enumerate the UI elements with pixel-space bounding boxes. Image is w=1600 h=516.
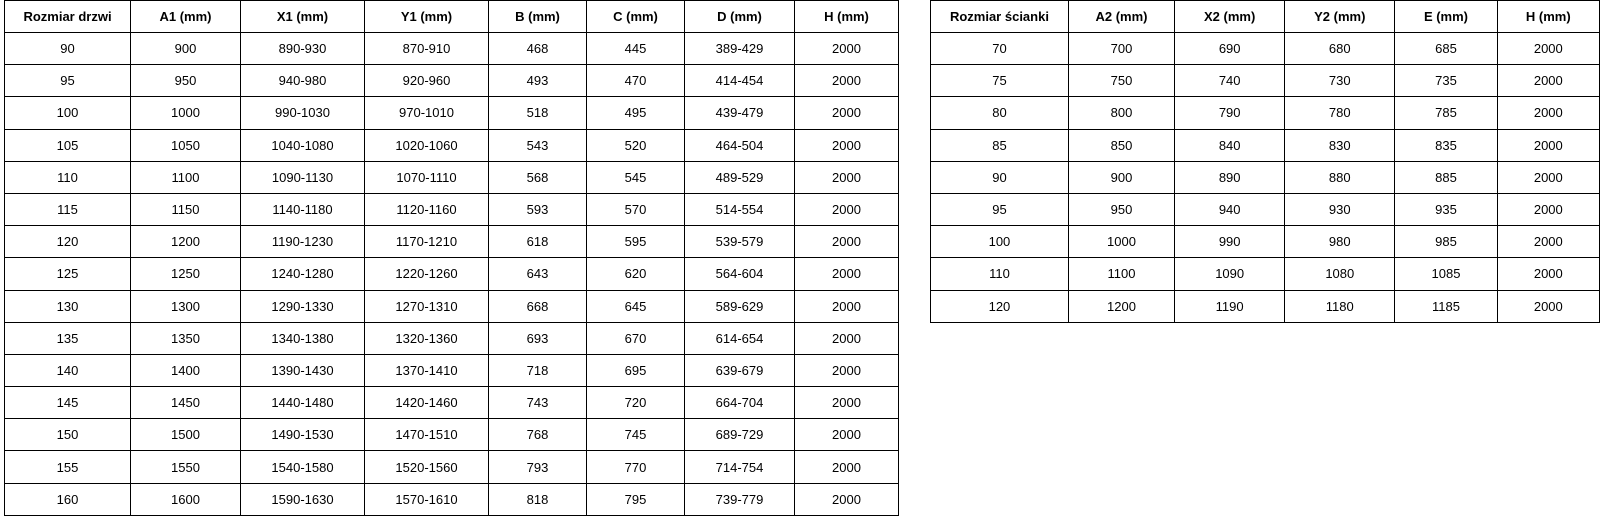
doors-cell: 493 (489, 65, 587, 97)
doors-cell: 1250 (131, 258, 241, 290)
doors-cell: 105 (5, 129, 131, 161)
table-row (5, 161, 899, 193)
doors-cell: 743 (489, 387, 587, 419)
doors-cell: 793 (489, 451, 587, 483)
doors-cell: 2000 (795, 354, 899, 386)
doors-cell: 920-960 (365, 65, 489, 97)
walls-cell: 985 (1395, 226, 1497, 258)
doors-cell: 2000 (795, 451, 899, 483)
doors-cell: 745 (587, 419, 685, 451)
walls-cell: 685 (1395, 33, 1497, 65)
doors-cell: 160 (5, 483, 131, 515)
doors-column-header: Rozmiar drzwi (5, 1, 131, 33)
doors-cell: 2000 (795, 226, 899, 258)
doors-cell: 2000 (795, 161, 899, 193)
table-row (5, 97, 899, 129)
doors-cell: 1020-1060 (365, 129, 489, 161)
doors-cell: 818 (489, 483, 587, 515)
walls-cell: 100 (931, 226, 1069, 258)
doors-cell: 2000 (795, 33, 899, 65)
doors-cell: 414-454 (685, 65, 795, 97)
walls-cell: 1000 (1068, 226, 1174, 258)
doors-cell: 1090-1130 (241, 161, 365, 193)
doors-cell: 514-554 (685, 193, 795, 225)
doors-cell: 539-579 (685, 226, 795, 258)
table-row (5, 387, 899, 419)
walls-cell: 1090 (1175, 258, 1285, 290)
doors-cell: 770 (587, 451, 685, 483)
doors-cell: 1070-1110 (365, 161, 489, 193)
doors-column-header: C (mm) (587, 1, 685, 33)
doors-cell: 2000 (795, 258, 899, 290)
table-row (931, 65, 1600, 97)
walls-cell: 90 (931, 161, 1069, 193)
doors-cell: 643 (489, 258, 587, 290)
doors-cell: 900 (131, 33, 241, 65)
walls-cell: 830 (1285, 129, 1395, 161)
doors-cell: 595 (587, 226, 685, 258)
doors-cell: 1540-1580 (241, 451, 365, 483)
walls-cell: 890 (1175, 161, 1285, 193)
doors-cell: 1000 (131, 97, 241, 129)
doors-cell: 718 (489, 354, 587, 386)
walls-cell: 2000 (1497, 129, 1599, 161)
doors-cell: 1320-1360 (365, 322, 489, 354)
table-row (5, 354, 899, 386)
doors-cell: 570 (587, 193, 685, 225)
doors-table-container (4, 0, 899, 516)
walls-cell: 900 (1068, 161, 1174, 193)
walls-table-body (931, 33, 1600, 323)
walls-column-header: Y2 (mm) (1285, 1, 1395, 33)
doors-cell: 470 (587, 65, 685, 97)
table-row (931, 193, 1600, 225)
table-row (931, 161, 1600, 193)
walls-cell: 1080 (1285, 258, 1395, 290)
doors-cell: 115 (5, 193, 131, 225)
walls-column-header: X2 (mm) (1175, 1, 1285, 33)
walls-cell: 785 (1395, 97, 1497, 129)
doors-cell: 1290-1330 (241, 290, 365, 322)
walls-cell: 2000 (1497, 33, 1599, 65)
doors-cell: 695 (587, 354, 685, 386)
walls-cell: 85 (931, 129, 1069, 161)
doors-cell: 1200 (131, 226, 241, 258)
doors-cell: 518 (489, 97, 587, 129)
walls-cell: 940 (1175, 193, 1285, 225)
doors-cell: 110 (5, 161, 131, 193)
doors-cell: 664-704 (685, 387, 795, 419)
doors-cell: 1520-1560 (365, 451, 489, 483)
doors-table-head (5, 1, 899, 33)
walls-cell: 2000 (1497, 258, 1599, 290)
doors-cell: 768 (489, 419, 587, 451)
walls-cell: 2000 (1497, 161, 1599, 193)
doors-cell: 464-504 (685, 129, 795, 161)
doors-cell: 1450 (131, 387, 241, 419)
doors-column-header: A1 (mm) (131, 1, 241, 33)
doors-column-header: D (mm) (685, 1, 795, 33)
table-row (931, 290, 1600, 322)
walls-cell: 2000 (1497, 97, 1599, 129)
walls-cell: 840 (1175, 129, 1285, 161)
walls-cell: 930 (1285, 193, 1395, 225)
doors-cell: 1140-1180 (241, 193, 365, 225)
walls-cell: 95 (931, 193, 1069, 225)
doors-cell: 100 (5, 97, 131, 129)
walls-cell: 850 (1068, 129, 1174, 161)
walls-cell: 1100 (1068, 258, 1174, 290)
walls-cell: 1200 (1068, 290, 1174, 322)
doors-cell: 545 (587, 161, 685, 193)
table-row (931, 258, 1600, 290)
doors-cell: 970-1010 (365, 97, 489, 129)
doors-cell: 1120-1160 (365, 193, 489, 225)
doors-cell: 714-754 (685, 451, 795, 483)
walls-cell: 120 (931, 290, 1069, 322)
table-row (931, 97, 1600, 129)
walls-table-container (930, 0, 1600, 323)
walls-cell: 1180 (1285, 290, 1395, 322)
walls-cell: 2000 (1497, 226, 1599, 258)
doors-cell: 1570-1610 (365, 483, 489, 515)
doors-cell: 614-654 (685, 322, 795, 354)
table-row (5, 33, 899, 65)
doors-cell: 1040-1080 (241, 129, 365, 161)
doors-cell: 2000 (795, 129, 899, 161)
doors-cell: 1190-1230 (241, 226, 365, 258)
doors-cell: 620 (587, 258, 685, 290)
doors-cell: 120 (5, 226, 131, 258)
walls-cell: 2000 (1497, 193, 1599, 225)
doors-cell: 1390-1430 (241, 354, 365, 386)
doors-cell: 2000 (795, 419, 899, 451)
walls-cell: 835 (1395, 129, 1497, 161)
doors-table-body (5, 33, 899, 516)
doors-cell: 693 (489, 322, 587, 354)
doors-cell: 2000 (795, 193, 899, 225)
doors-cell: 1400 (131, 354, 241, 386)
doors-column-header: Y1 (mm) (365, 1, 489, 33)
doors-cell: 990-1030 (241, 97, 365, 129)
doors-cell: 468 (489, 33, 587, 65)
doors-cell: 1420-1460 (365, 387, 489, 419)
doors-cell: 1170-1210 (365, 226, 489, 258)
doors-cell: 1340-1380 (241, 322, 365, 354)
walls-cell: 680 (1285, 33, 1395, 65)
doors-cell: 2000 (795, 387, 899, 419)
walls-cell: 690 (1175, 33, 1285, 65)
doors-cell: 1490-1530 (241, 419, 365, 451)
table-row (5, 290, 899, 322)
doors-cell: 1350 (131, 322, 241, 354)
walls-column-header: Rozmiar ścianki (931, 1, 1069, 33)
doors-cell: 445 (587, 33, 685, 65)
walls-cell: 2000 (1497, 65, 1599, 97)
doors-cell: 940-980 (241, 65, 365, 97)
table-row (5, 193, 899, 225)
doors-column-header: X1 (mm) (241, 1, 365, 33)
table-row (5, 483, 899, 515)
doors-cell: 1270-1310 (365, 290, 489, 322)
table-row (5, 258, 899, 290)
doors-cell: 135 (5, 322, 131, 354)
doors-cell: 90 (5, 33, 131, 65)
doors-cell: 145 (5, 387, 131, 419)
doors-cell: 645 (587, 290, 685, 322)
walls-cell: 885 (1395, 161, 1497, 193)
walls-dimensions-table (930, 0, 1600, 323)
doors-cell: 2000 (795, 65, 899, 97)
walls-cell: 980 (1285, 226, 1395, 258)
doors-cell: 95 (5, 65, 131, 97)
walls-cell: 2000 (1497, 290, 1599, 322)
doors-cell: 130 (5, 290, 131, 322)
table-row (5, 65, 899, 97)
doors-cell: 489-529 (685, 161, 795, 193)
doors-cell: 795 (587, 483, 685, 515)
walls-cell: 780 (1285, 97, 1395, 129)
doors-cell: 140 (5, 354, 131, 386)
doors-cell: 155 (5, 451, 131, 483)
doors-cell: 2000 (795, 290, 899, 322)
walls-cell: 80 (931, 97, 1069, 129)
walls-cell: 700 (1068, 33, 1174, 65)
walls-column-header: H (mm) (1497, 1, 1599, 33)
doors-cell: 618 (489, 226, 587, 258)
walls-cell: 935 (1395, 193, 1497, 225)
doors-cell: 950 (131, 65, 241, 97)
doors-header-row (5, 1, 899, 33)
table-row (5, 322, 899, 354)
doors-cell: 564-604 (685, 258, 795, 290)
table-row (931, 33, 1600, 65)
table-row (5, 419, 899, 451)
walls-cell: 735 (1395, 65, 1497, 97)
doors-cell: 639-679 (685, 354, 795, 386)
walls-cell: 950 (1068, 193, 1174, 225)
walls-cell: 800 (1068, 97, 1174, 129)
walls-header-row (931, 1, 1600, 33)
walls-column-header: E (mm) (1395, 1, 1497, 33)
doors-cell: 389-429 (685, 33, 795, 65)
walls-cell: 730 (1285, 65, 1395, 97)
table-row (5, 226, 899, 258)
doors-cell: 2000 (795, 322, 899, 354)
walls-cell: 740 (1175, 65, 1285, 97)
doors-cell: 568 (489, 161, 587, 193)
doors-column-header: H (mm) (795, 1, 899, 33)
walls-cell: 1190 (1175, 290, 1285, 322)
doors-cell: 689-729 (685, 419, 795, 451)
doors-cell: 495 (587, 97, 685, 129)
doors-cell: 1590-1630 (241, 483, 365, 515)
table-row (931, 129, 1600, 161)
doors-cell: 1150 (131, 193, 241, 225)
doors-cell: 1100 (131, 161, 241, 193)
doors-cell: 890-930 (241, 33, 365, 65)
doors-cell: 670 (587, 322, 685, 354)
doors-cell: 668 (489, 290, 587, 322)
doors-cell: 1220-1260 (365, 258, 489, 290)
doors-cell: 1370-1410 (365, 354, 489, 386)
doors-cell: 589-629 (685, 290, 795, 322)
doors-cell: 1050 (131, 129, 241, 161)
table-row (5, 451, 899, 483)
walls-cell: 990 (1175, 226, 1285, 258)
walls-cell: 110 (931, 258, 1069, 290)
doors-cell: 593 (489, 193, 587, 225)
walls-cell: 880 (1285, 161, 1395, 193)
doors-cell: 1300 (131, 290, 241, 322)
doors-cell: 1600 (131, 483, 241, 515)
walls-cell: 1085 (1395, 258, 1497, 290)
walls-cell: 75 (931, 65, 1069, 97)
doors-cell: 2000 (795, 97, 899, 129)
table-row (5, 129, 899, 161)
table-row (931, 226, 1600, 258)
doors-cell: 1440-1480 (241, 387, 365, 419)
doors-cell: 720 (587, 387, 685, 419)
doors-cell: 520 (587, 129, 685, 161)
walls-cell: 70 (931, 33, 1069, 65)
doors-cell: 739-779 (685, 483, 795, 515)
doors-cell: 125 (5, 258, 131, 290)
doors-cell: 2000 (795, 483, 899, 515)
walls-cell: 750 (1068, 65, 1174, 97)
doors-cell: 870-910 (365, 33, 489, 65)
walls-table-head (931, 1, 1600, 33)
doors-cell: 1500 (131, 419, 241, 451)
doors-cell: 1240-1280 (241, 258, 365, 290)
doors-cell: 150 (5, 419, 131, 451)
doors-column-header: B (mm) (489, 1, 587, 33)
walls-cell: 790 (1175, 97, 1285, 129)
doors-cell: 1470-1510 (365, 419, 489, 451)
doors-dimensions-table (4, 0, 899, 516)
walls-cell: 1185 (1395, 290, 1497, 322)
doors-cell: 1550 (131, 451, 241, 483)
doors-cell: 439-479 (685, 97, 795, 129)
doors-cell: 543 (489, 129, 587, 161)
walls-column-header: A2 (mm) (1068, 1, 1174, 33)
